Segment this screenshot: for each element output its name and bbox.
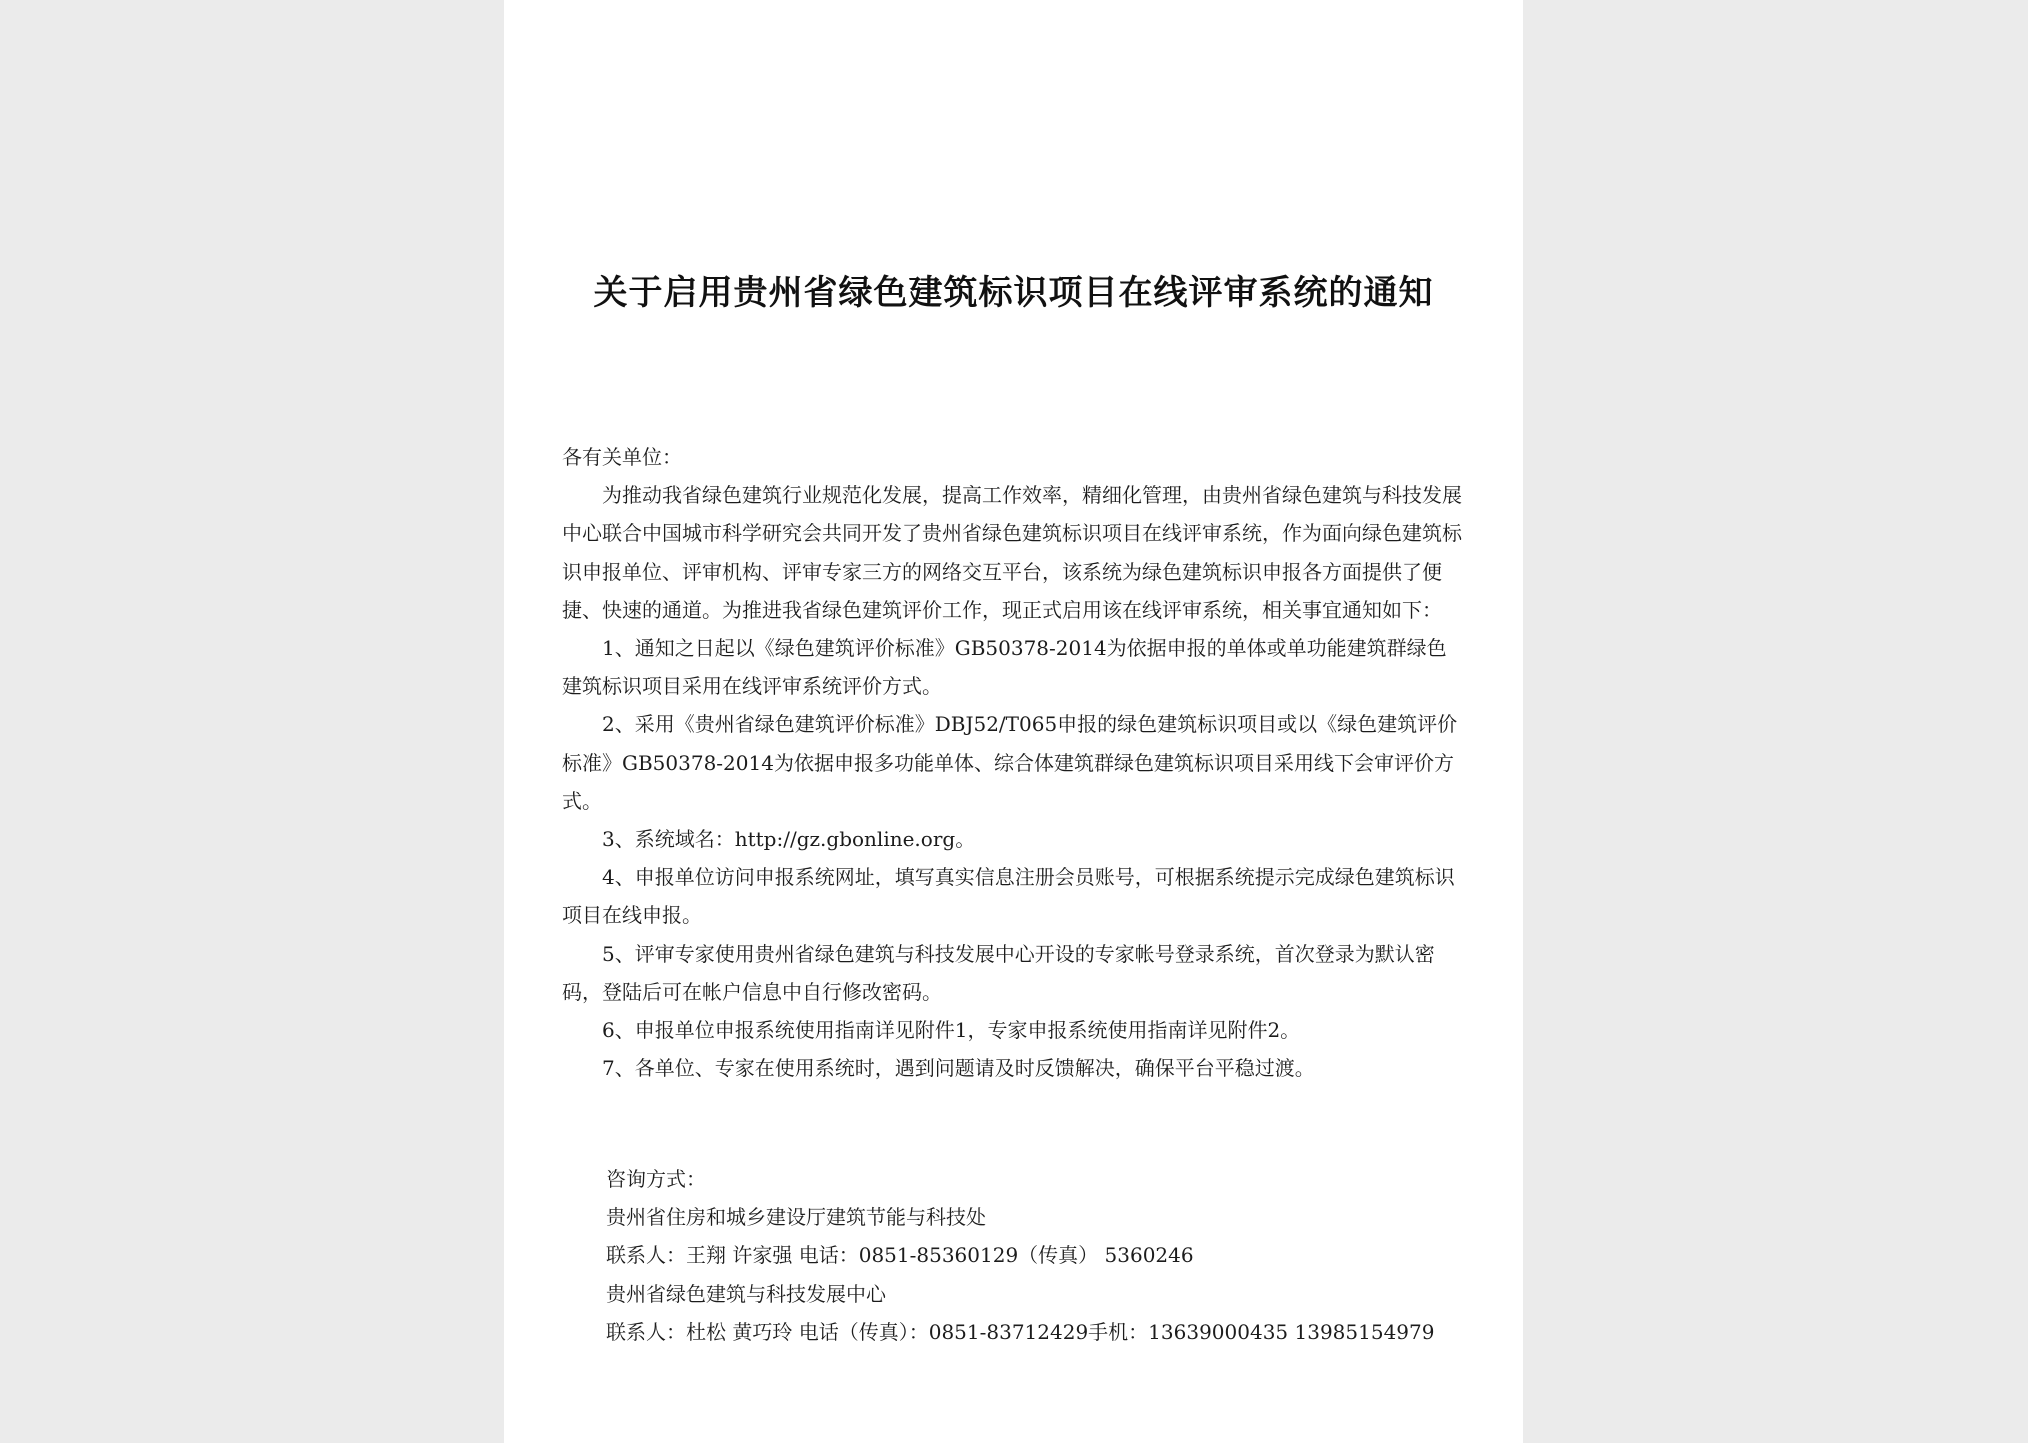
document-body [562,438,1462,1087]
list-item: 6、申报单位申报系统使用指南详见附件1，专家申报系统使用指南详见附件2。 [602,1018,1301,1043]
document-page [504,0,1523,1443]
salutation: 各有关单位： [562,445,682,469]
contact-org: 贵州省住房和城乡建设厅建筑节能与科技处 [606,1205,986,1230]
contact-heading: 咨询方式： [606,1167,706,1191]
list-item: 7、各单位、专家在使用系统时，遇到问题请及时反馈解决，确保平台平稳过渡。 [602,1056,1315,1081]
document-title: 关于启用贵州省绿色建筑标识项目在线评审系统的通知 [593,273,1434,313]
list-item: 5、评审专家使用贵州省绿色建筑与科技发展中心开设的专家帐号登录系统，首次登录为默认密码，登陆后可在帐户信息中自行修改密码。 [562,941,1435,1004]
intro-paragraph: 为推动我省绿色建筑行业规范化发展，提高工作效率，精细化管理，由贵州省绿色建筑与科技发展中心联合中国城市科学研究会共同开发了贵州省绿色建筑标识项目在线评审系统，作为面向绿色建筑标识申报单位、评审机构、评审专家三方的网络交互平台，该系统为绿色建筑标识申报各方面提供了便捷、快速的通道。为推进我省绿色建筑评价工作，现正式启用该在线评审系统，相关事宜通知如下： [562,483,1462,622]
list-item: 3、系统域名：http://gz.gbonline.org。 [602,827,976,852]
contact-org: 贵州省绿色建筑与科技发展中心 [606,1281,886,1306]
contact-section [606,1160,1466,1351]
list-item: 1、通知之日起以《绿色建筑评价标准》GB50378-2014为依据申报的单体或单功能建筑群绿色建筑标识项目采用在线评审系统评价方式。 [562,636,1447,699]
contact-person: 联系人：王翔 许家强 电话：0851-85360129（传真） 5360246 [606,1243,1194,1268]
contact-person: 联系人：杜松 黄巧玲 电话（传真）：0851-83712429手机：13639000435 13985154979 [606,1319,1435,1344]
list-item: 2、采用《贵州省绿色建筑评价标准》DBJ52/T065申报的绿色建筑标识项目或以《绿色建筑评价标准》GB50378-2014为依据申报多功能单体、综合体建筑群绿色建筑标识项目采用线下会审评价方式。 [562,712,1458,813]
list-item: 4、申报单位访问申报系统网址，填写真实信息注册会员账号，可根据系统提示完成绿色建筑标识项目在线申报。 [562,865,1455,928]
